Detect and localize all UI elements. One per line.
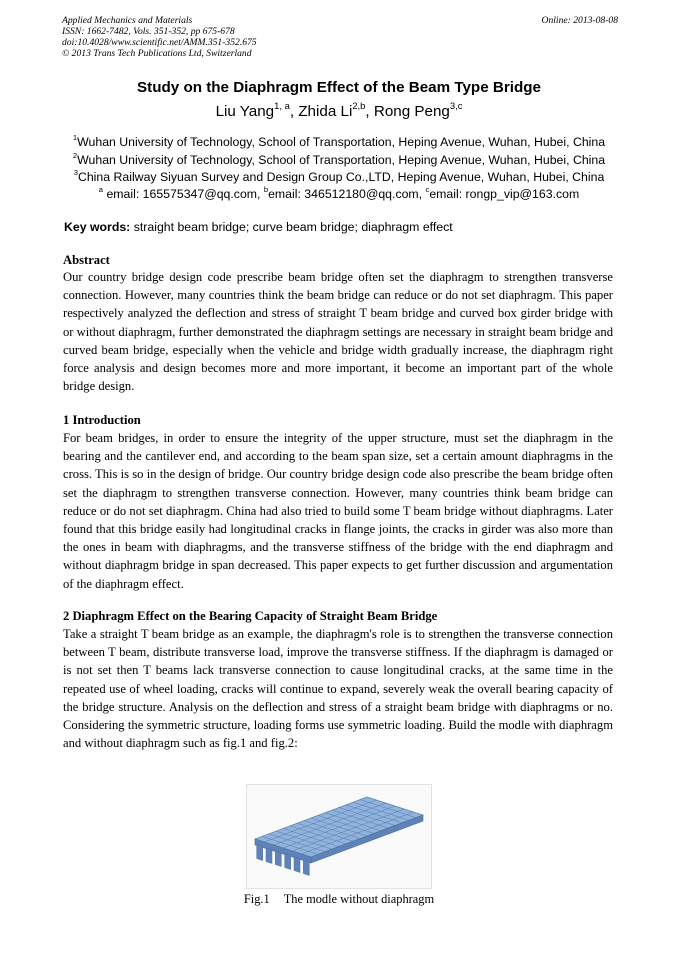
bridge-model-illustration (247, 785, 431, 888)
t-girder (266, 848, 272, 864)
doi-line: doi:10.4028/www.scientific.net/AMM.351-352.675 (62, 37, 257, 48)
affiliation (0, 150, 678, 167)
section-2-heading: 2 Diaphragm Effect on the Bearing Capacity of Straight Beam Bridge (63, 609, 438, 623)
affiliation (0, 132, 678, 149)
figure-label: Fig.1 (243, 892, 270, 906)
email-text: email: rongp_vip@163.com (429, 187, 580, 201)
author-separator: , (289, 103, 299, 120)
t-girder (303, 860, 309, 876)
copyright-line: © 2013 Trans Tech Publications Ltd, Switzerland (62, 48, 252, 59)
author-separator: , (365, 103, 374, 120)
author-name: Zhida Li (298, 103, 353, 120)
author-sup: 2,b (352, 99, 366, 111)
keywords (64, 220, 453, 234)
paper-title: Study on the Diaphragm Effect of the Beam Type Bridge (137, 79, 541, 96)
figure-caption-text: The modle without diaphragm (283, 892, 435, 906)
keywords-text: straight beam bridge; curve beam bridge; diaphragm effect (130, 220, 453, 234)
abstract-heading: Abstract (63, 253, 110, 267)
affiliation-sup: 1 (72, 132, 78, 142)
email-sup: c (425, 184, 430, 194)
section-1-heading: 1 Introduction (63, 413, 141, 427)
issn-line: ISSN: 1662-7482, Vols. 351-352, pp 675-678 (62, 26, 235, 37)
t-girder (294, 857, 300, 873)
email-list (0, 184, 678, 201)
journal-name: Applied Mechanics and Materials (62, 15, 193, 26)
author-name: Rong Peng (373, 103, 450, 120)
t-girder (285, 854, 291, 870)
section-2-body: Take a straight T beam bridge as an example, the diaphragm's role is to strengthen the transverse connection between T beam, distribute transverse load, improve the transverse stiffness. If the diaphragm is damaged or is not set then T beams lack transverse connection to cause longitudinal cracks, at the same time in the repeated use of wheel loading, cracks will continue to expand, severely weak the overall bearing capacity of the bridge structure. Analysis on the deflection and stress of a straight beam bridge with diaphragms or no. Considering the symmetric structure, loading forms use symmetric loading. Build the modle with diaphragm and without diaphragm such as fig.1 and fig.2: (63, 627, 613, 751)
journal-header (62, 15, 618, 59)
abstract-body: Our country bridge design code prescribe beam bridge often set the diaphragm to strengthen transverse connection. However, many countries think the beam bridge can reduce or do not set diaphragm. This paper respectively analyzed the deflection and stress of straight T beam bridge and curved box girder bridge with or without diaphragm, further demonstrated the diaphragm settings are necessary in straight beam bridge and curved beam bridge, especially when the vehicle and bridge width gradually increase, the diaphragm right force analysis and design becomes more and more important, it become an important part of the whole bridge design. (63, 270, 613, 394)
email-text: email: 165575347@qq.com, (103, 187, 264, 201)
keywords-label: Key words: (64, 220, 131, 234)
t-girder (257, 845, 263, 861)
author-sup: 3,c (449, 99, 463, 111)
t-girder (275, 851, 281, 867)
affiliation (0, 167, 678, 184)
affiliation-sup: 3 (73, 167, 78, 177)
email-sup: b (263, 184, 269, 194)
affiliation-text: China Railway Siyuan Survey and Design Group Co.,LTD, Heping Avenue, Wuhan, Hubei, China (77, 170, 605, 184)
online-date: Online: 2013-08-08 (541, 15, 618, 26)
author-name: Liu Yang (215, 103, 275, 120)
section-1-body: For beam bridges, in order to ensure the integrity of the upper structure, must set the diaphragm in the bearing and the cantilever end, and according to the beam span size, set a certain amount diaphragms in the cross. This is so in the design of bridge. Our country bridge design code also prescribe the beam bridge often set the diaphragm to strengthen transverse connection. However, many countries think beam bridge can reduce or do not set diaphragm. China had also tried to build some T beam bridge without diaphragms. Later found that this bridge easily had longitudinal cracks in flange joints, the cracks in girder was also more than the ones in beam with diaphragms, and the transverse stiffness of the bridge with the end diaphragm and without diaphragm bridge in span decreased. This paper expects to get further discussion and argumentation of the diaphragm effect. (63, 431, 613, 591)
email-text: email: 346512180@qq.com, (268, 187, 426, 201)
affiliation-sup: 2 (72, 150, 78, 160)
affiliation-text: Wuhan University of Technology, School of Transportation, Heping Avenue, Wuhan, Hubei, China (77, 153, 606, 167)
figure-1-caption (0, 892, 678, 907)
affiliation-text: Wuhan University of Technology, School of Transportation, Heping Avenue, Wuhan, Hubei, China (77, 135, 606, 149)
figure-1-bridge-model (246, 784, 432, 889)
author-list (0, 99, 678, 120)
author-sup: 1, a (274, 99, 290, 111)
email-sup: a (98, 184, 104, 194)
